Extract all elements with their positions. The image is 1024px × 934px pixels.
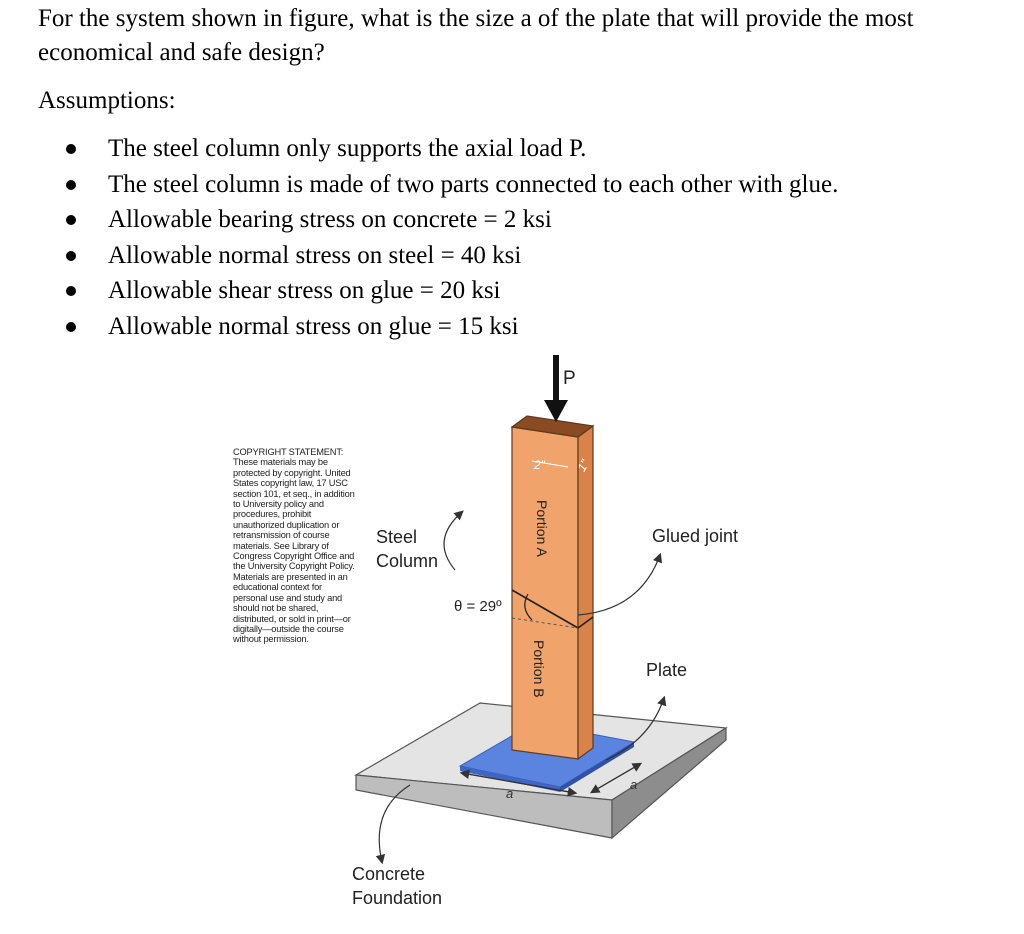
dim-1in-label: 1": [574, 457, 593, 474]
list-item: Allowable normal stress on steel = 40 ksi: [60, 238, 838, 274]
list-item: Allowable normal stress on glue = 15 ksi: [60, 309, 838, 345]
portion-b-label: Portion B: [531, 640, 547, 698]
list-item: Allowable shear stress on glue = 20 ksi: [60, 273, 838, 309]
list-item: The steel column is made of two parts connected to each other with glue.: [60, 167, 838, 203]
assumptions-heading: Assumptions:: [38, 87, 176, 114]
dim-2in-label: 2": [534, 458, 545, 472]
steel-column-label: Steel Column: [376, 527, 439, 571]
load-label: P: [563, 368, 576, 389]
question-text: For the system shown in figure, what is the size a of the plate that will provide the most economical and safe design?: [38, 5, 914, 66]
plate-label: Plate: [646, 660, 688, 680]
portion-a-label: Portion A: [534, 500, 550, 557]
dim-a-side-label: a: [630, 777, 638, 792]
glued-joint-label: Glued joint: [652, 526, 739, 546]
copyright-statement: COPYRIGHT STATEMENT: These materials may be protected by copyright. United States copyright law, 17 USC section 101, et seq., in addition to University policy and procedures, prohibit unauthorized duplication or retransmission of course materials. See Library of Congress Copyright Office and the University Copyright Policy. Materials are presented in an educational context for personal use and study and should not be shared, distributed, or sold in print—or digitally—outside the course without permission.: [233, 447, 355, 645]
theta-label: θ = 29º: [454, 598, 502, 615]
steel-column-leader: [444, 512, 462, 570]
list-item: The steel column only supports the axial load P.: [60, 131, 838, 167]
list-item: Allowable bearing stress on concrete = 2 ksi: [60, 202, 838, 238]
dim-a-front-label: a: [506, 786, 514, 801]
concrete-foundation-label: Concrete Foundation: [352, 864, 443, 908]
